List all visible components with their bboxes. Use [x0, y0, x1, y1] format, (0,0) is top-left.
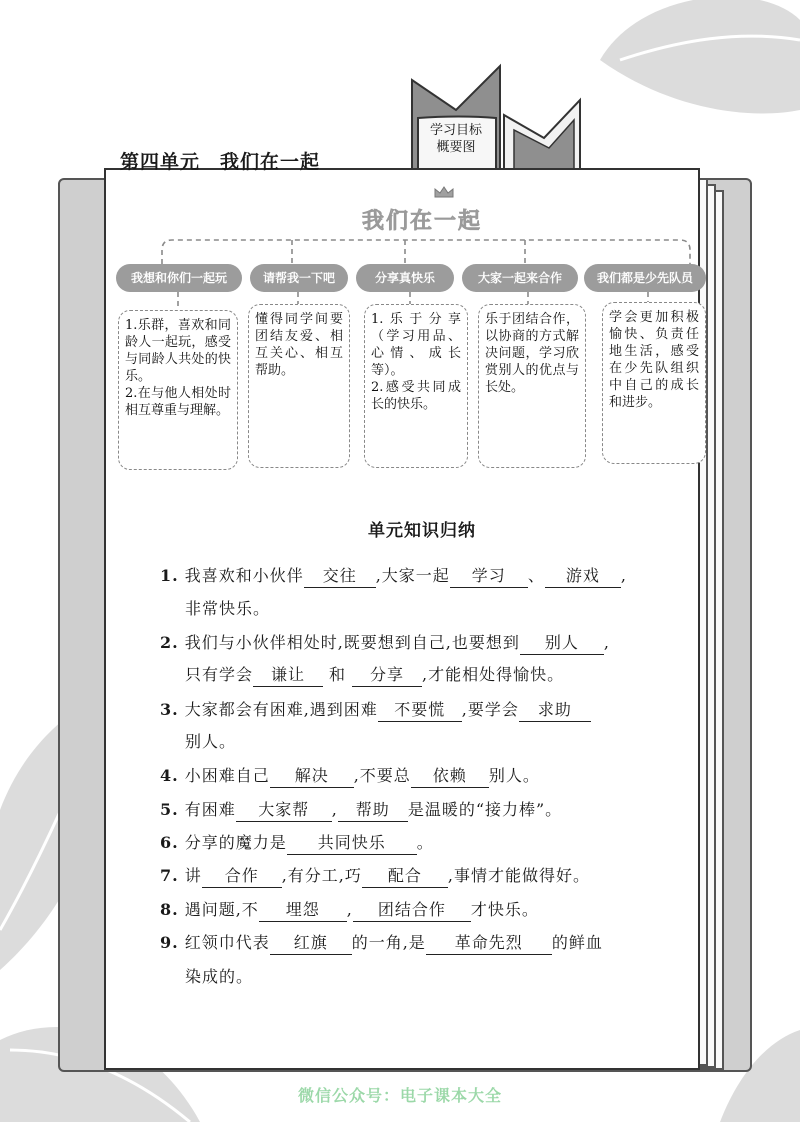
summary-item-3	[160, 699, 591, 722]
item-text: ,事情才能做得好。	[447, 866, 590, 885]
answer-blank: 红旗	[270, 932, 352, 955]
item-text: ,不要总	[353, 766, 411, 785]
item-text: 才快乐。	[470, 900, 539, 919]
summary-item-1	[160, 565, 627, 588]
topic-pill-5: 我们都是少先队员	[584, 264, 706, 292]
item-text: 大家都会有困难,遇到困难	[184, 700, 378, 719]
topic-box-2	[248, 304, 350, 468]
item-number: 4.	[160, 766, 179, 785]
summary-item-9-cont: 染成的。	[185, 967, 254, 986]
map-title: 我们在一起	[361, 209, 482, 234]
item-text: 我们与小伙伴相处时,既要想到自己,也要想到	[184, 633, 520, 652]
summary-title: 单元知识归纳	[368, 521, 476, 541]
footer-watermark: 微信公众号：电子课本大全	[297, 1086, 502, 1105]
answer-blank: 革命先烈	[426, 932, 552, 955]
item-number: 3.	[160, 700, 179, 719]
topic-pill-3: 分享真快乐	[356, 264, 454, 292]
summary-item-2-cont	[185, 664, 564, 687]
topic-pill-1: 我想和你们一起玩	[116, 264, 242, 292]
topic-box-1-line-1: 1.乐群，喜欢和同龄人一起玩，感受与同龄人共处的快乐。	[125, 318, 231, 384]
item-number: 1.	[160, 566, 179, 585]
answer-blank: 分享	[352, 664, 422, 687]
item-text: 只有学会	[185, 665, 254, 684]
item-number: 9.	[160, 933, 179, 952]
summary-item-5	[160, 799, 562, 822]
answer-blank: 交往	[304, 565, 376, 588]
item-text: 红领巾代表	[184, 933, 270, 952]
item-text: 、	[527, 566, 545, 585]
answer-blank: 别人	[520, 632, 604, 655]
item-text: ,才能相处得愉快。	[422, 665, 565, 684]
item-text: 的鲜血	[551, 933, 603, 952]
answer-blank: 求助	[519, 699, 591, 722]
topic-pill-4: 大家一起来合作	[462, 264, 578, 292]
bookmark-label-line2: 概要图	[436, 140, 476, 155]
topic-box-4	[478, 304, 586, 468]
item-text: ,大家一起	[375, 566, 450, 585]
summary-item-7	[160, 865, 590, 888]
summary-item-9	[160, 932, 603, 955]
item-text: 小困难自己	[184, 766, 270, 785]
item-text: ,	[603, 633, 610, 652]
item-text: ,	[620, 566, 627, 585]
topic-pill-2: 请帮我一下吧	[250, 264, 348, 292]
summary-item-6	[160, 832, 434, 855]
summary-item-4	[160, 765, 540, 788]
answer-blank: 游戏	[545, 565, 621, 588]
summary-item-2	[160, 632, 610, 655]
unit-title: 第四单元 我们在一起	[120, 151, 321, 173]
item-text: 讲	[184, 866, 202, 885]
topic-box-1	[118, 310, 238, 470]
answer-blank: 不要慌	[378, 699, 462, 722]
answer-blank: 团结合作	[353, 899, 471, 922]
item-text: 和	[329, 665, 347, 684]
answer-blank: 谦让	[253, 664, 323, 687]
bookmark-label-line1: 学习目标	[429, 123, 482, 138]
answer-blank: 解决	[270, 765, 354, 788]
answer-blank: 大家帮	[236, 799, 332, 822]
topic-box-5	[602, 302, 706, 464]
topic-box-5-line-1: 学会更加积极愉快、负责任地生活，感受在少先队组织中自己的成长和进步。	[609, 310, 699, 410]
item-text: ,有分工,巧	[281, 866, 362, 885]
answer-blank: 依赖	[411, 765, 489, 788]
summary-item-1-cont: 非常快乐。	[185, 599, 271, 618]
answer-blank: 共同快乐	[287, 832, 417, 855]
answer-blank: 帮助	[338, 799, 408, 822]
item-text: 。	[416, 833, 434, 852]
item-text: 我喜欢和小伙伴	[184, 566, 304, 585]
topic-box-3-line-1: 1.乐于分享（学习用品、心情、成长等）。	[371, 312, 461, 378]
item-number: 8.	[160, 900, 179, 919]
answer-blank: 埋怨	[259, 899, 347, 922]
item-text: 遇问题,不	[184, 900, 259, 919]
topic-box-2-line-1: 懂得同学间要团结友爱、相互关心、相互帮助。	[255, 312, 343, 378]
topic-box-3-line-2: 2.感受共同成长的快乐。	[371, 380, 461, 412]
item-text: ,	[346, 900, 353, 919]
item-text: 分享的魔力是	[184, 833, 287, 852]
topic-box-1-line-2: 2.在与他人相处时相互尊重与理解。	[125, 386, 231, 418]
answer-blank: 配合	[362, 865, 448, 888]
item-text: 有困难	[184, 800, 236, 819]
item-number: 2.	[160, 633, 179, 652]
answer-blank: 合作	[202, 865, 282, 888]
item-number: 6.	[160, 833, 179, 852]
answer-blank: 学习	[450, 565, 528, 588]
item-text: ,	[331, 800, 338, 819]
item-number: 7.	[160, 866, 179, 885]
topic-box-4-line-1: 乐于团结合作，以协商的方式解决问题，学习欣赏别人的优点与长处。	[485, 312, 579, 395]
item-text: 的一角,是	[351, 933, 426, 952]
topic-box-3	[364, 304, 468, 468]
item-text: 别人。	[488, 766, 540, 785]
summary-item-3-cont: 别人。	[185, 732, 237, 751]
summary-item-8	[160, 899, 539, 922]
item-number: 5.	[160, 800, 179, 819]
item-text: 是温暖的“接力棒”。	[407, 800, 563, 819]
item-text: ,要学会	[461, 700, 519, 719]
